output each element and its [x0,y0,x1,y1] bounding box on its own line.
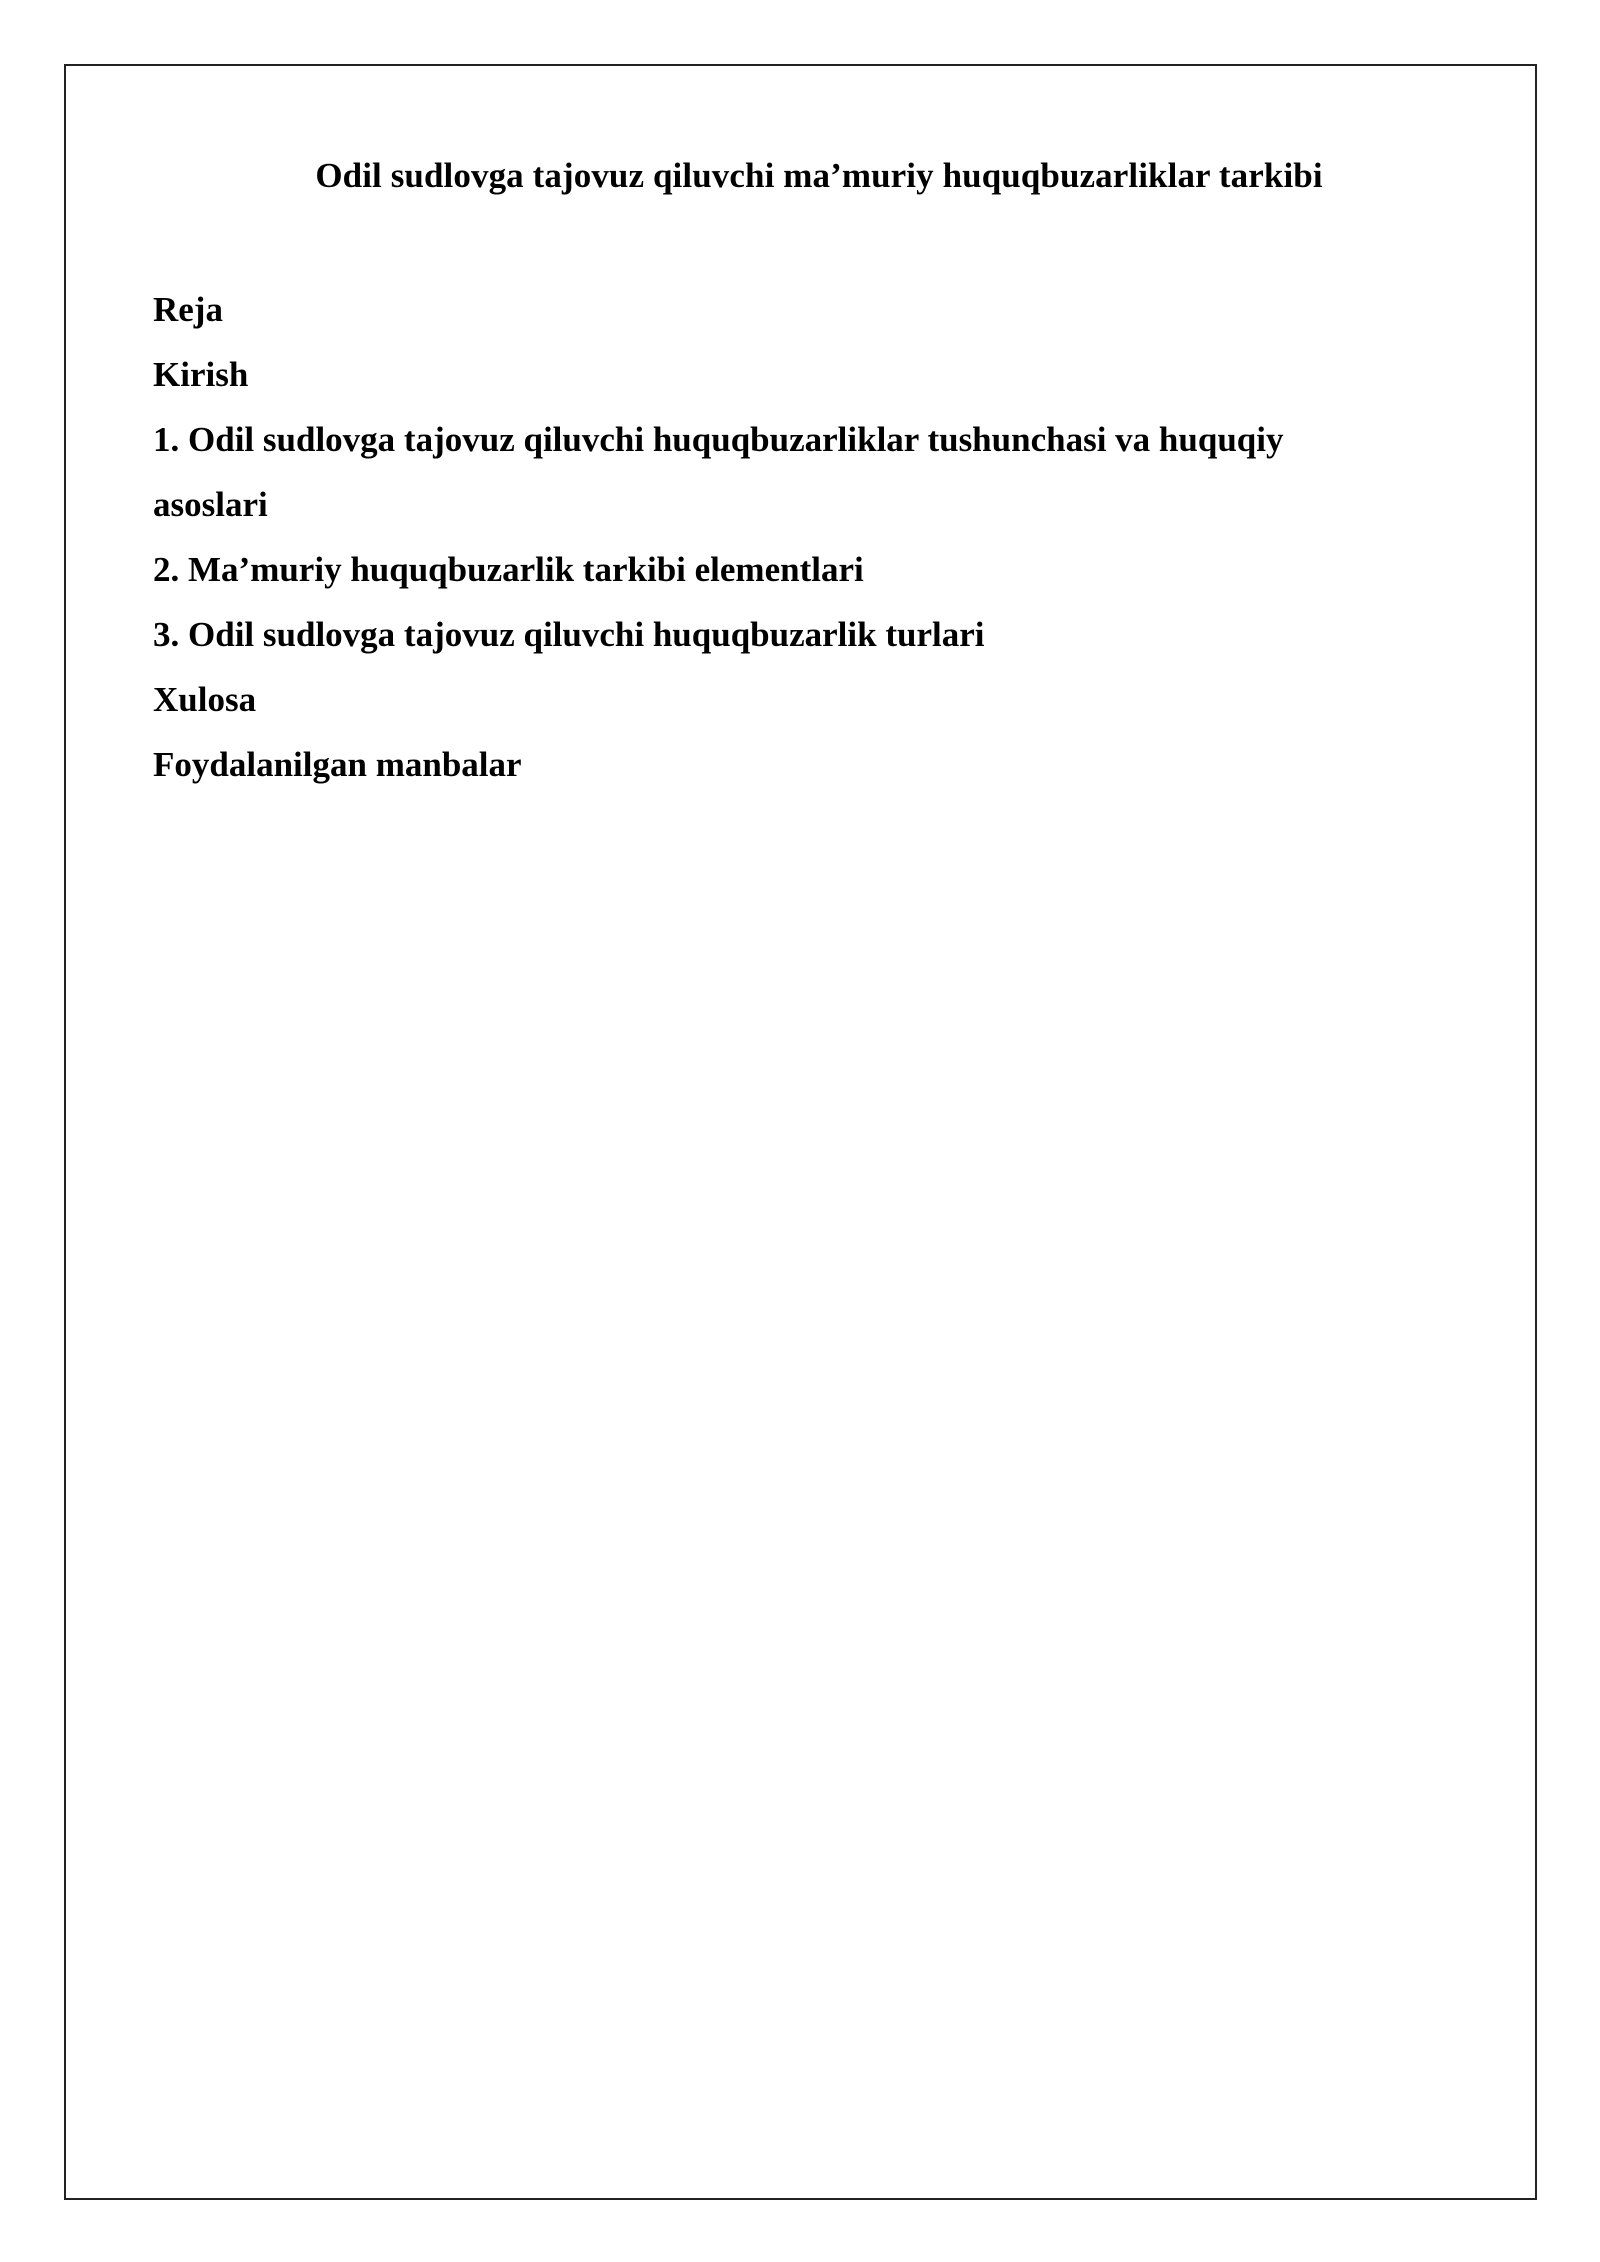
plan-item-section-1: 1. Odil sudlovga tajovuz qiluvchi huquqbuzarliklar tushunchasi va huquqiy [153,420,1284,459]
plan-item-references: Foydalanilgan manbalar [153,745,522,784]
plan-list [153,277,1453,797]
plan-item-section-1-continued: asoslari [153,485,268,524]
document-title: Odil sudlovga tajovuz qiluvchi ma’muriy huquqbuzarliklar tarkibi [315,156,1323,195]
plan-item-introduction: Kirish [153,355,249,394]
plan-item-conclusion: Xulosa [153,680,257,719]
plan-heading: Reja [153,290,223,329]
plan-item-section-3: 3. Odil sudlovga tajovuz qiluvchi huquqbuzarlik turlari [153,615,985,654]
plan-item-section-2: 2. Ma’muriy huquqbuzarlik tarkibi elementlari [153,550,864,589]
